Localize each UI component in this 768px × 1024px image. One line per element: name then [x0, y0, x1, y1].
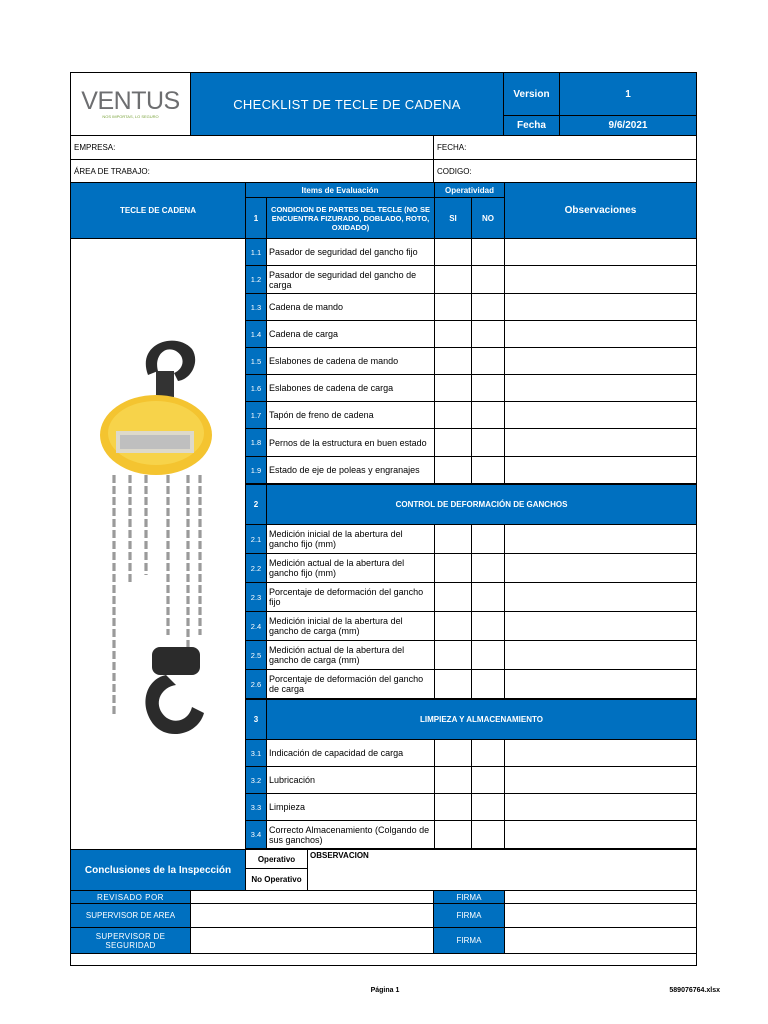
no-checkbox[interactable] — [471, 611, 505, 641]
no-checkbox[interactable] — [471, 238, 505, 266]
logo-tagline: NOS IMPORTAS, LO SEGURO — [102, 114, 159, 119]
item-label: Pasador de seguridad del gancho fijo — [266, 238, 435, 266]
item-number: 1.2 — [245, 265, 267, 294]
si-checkbox[interactable] — [434, 428, 472, 457]
no-checkbox[interactable] — [471, 739, 505, 767]
si-checkbox[interactable] — [434, 456, 472, 484]
item-label: Lubricación — [266, 766, 435, 794]
observaciones-field[interactable] — [504, 456, 697, 484]
item-label: Eslabones de cadena de carga — [266, 374, 435, 402]
item-number: 2.4 — [245, 611, 267, 641]
supervisor-seguridad-field[interactable] — [190, 927, 434, 954]
si-checkbox[interactable] — [434, 820, 472, 849]
version-value: 1 — [559, 72, 697, 116]
fecha-label: Fecha — [503, 115, 560, 136]
no-checkbox[interactable] — [471, 820, 505, 849]
supervisor-seguridad-label: SUPERVISOR DE SEGURIDAD — [70, 927, 191, 954]
item-number: 3.1 — [245, 739, 267, 767]
operativo-option[interactable]: Operativo — [245, 849, 308, 869]
codigo-field[interactable]: CODIGO: — [433, 159, 697, 183]
item-label: Medición inicial de la abertura del gancho fijo (mm) — [266, 524, 435, 554]
no-checkbox[interactable] — [471, 524, 505, 554]
si-checkbox[interactable] — [434, 611, 472, 641]
item-number: 1.7 — [245, 401, 267, 429]
item-label: Porcentaje de deformación del gancho de carga — [266, 669, 435, 699]
revisado-field[interactable] — [190, 890, 434, 904]
no-checkbox[interactable] — [471, 293, 505, 321]
no-header: NO — [471, 197, 505, 239]
item-number: 1.3 — [245, 293, 267, 321]
si-header: SI — [434, 197, 472, 239]
observaciones-field[interactable] — [504, 524, 697, 554]
observaciones-field[interactable] — [504, 553, 697, 583]
observaciones-field[interactable] — [504, 640, 697, 670]
si-checkbox[interactable] — [434, 293, 472, 321]
si-checkbox[interactable] — [434, 265, 472, 294]
observaciones-field[interactable] — [504, 401, 697, 429]
item-number: 1.8 — [245, 428, 267, 457]
section3-title: LIMPIEZA Y ALMACENAMIENTO — [266, 699, 697, 740]
item-number: 2.3 — [245, 582, 267, 612]
supervisor-area-label: SUPERVISOR DE AREA — [70, 903, 191, 928]
observaciones-field[interactable] — [504, 766, 697, 794]
observaciones-field[interactable] — [504, 582, 697, 612]
item-number: 1.6 — [245, 374, 267, 402]
firma-field-3[interactable] — [504, 927, 697, 954]
observaciones-field[interactable] — [504, 428, 697, 457]
observaciones-field[interactable] — [504, 293, 697, 321]
firma-field-1[interactable] — [504, 890, 697, 904]
item-number: 2.5 — [245, 640, 267, 670]
no-checkbox[interactable] — [471, 553, 505, 583]
item-label: Correcto Almacenamiento (Colgando de sus ganchos) — [266, 820, 435, 849]
item-number: 2.2 — [245, 553, 267, 583]
item-label: Eslabones de cadena de mando — [266, 347, 435, 375]
firma-label-3: FIRMA — [433, 927, 505, 954]
observaciones-field[interactable] — [504, 739, 697, 767]
si-checkbox[interactable] — [434, 739, 472, 767]
no-checkbox[interactable] — [471, 669, 505, 699]
items-eval-header: Items de Evaluación — [245, 182, 435, 198]
observaciones-field[interactable] — [504, 669, 697, 699]
item-label: Porcentaje de deformación del gancho fijo — [266, 582, 435, 612]
fecha-value: 9/6/2021 — [559, 115, 697, 136]
item-number: 3.3 — [245, 793, 267, 821]
si-checkbox[interactable] — [434, 320, 472, 348]
operatividad-header: Operatividad — [434, 182, 505, 198]
item-label: Cadena de carga — [266, 320, 435, 348]
area-field[interactable]: ÁREA DE TRABAJO: — [70, 159, 434, 183]
no-checkbox[interactable] — [471, 428, 505, 457]
firma-label-1: FIRMA — [433, 890, 505, 904]
no-checkbox[interactable] — [471, 582, 505, 612]
observaciones-field[interactable] — [504, 374, 697, 402]
section1-title: CONDICION DE PARTES DEL TECLE (NO SE ENCUENTRA FIZURADO, DOBLADO, ROTO, OXIDADO) — [266, 197, 435, 239]
si-checkbox[interactable] — [434, 238, 472, 266]
item-label: Medición actual de la abertura del gancho fijo (mm) — [266, 553, 435, 583]
si-checkbox[interactable] — [434, 766, 472, 794]
si-checkbox[interactable] — [434, 524, 472, 554]
observaciones-field[interactable] — [504, 265, 697, 294]
section2-number: 2 — [245, 484, 267, 525]
item-number: 1.4 — [245, 320, 267, 348]
item-label: Estado de eje de poleas y engranajes — [266, 456, 435, 484]
si-checkbox[interactable] — [434, 401, 472, 429]
no-operativo-option[interactable]: No Operativo — [245, 868, 308, 891]
si-checkbox[interactable] — [434, 553, 472, 583]
item-label: Medición actual de la abertura del gancho de carga (mm) — [266, 640, 435, 670]
observaciones-field[interactable] — [504, 611, 697, 641]
observaciones-field[interactable] — [504, 238, 697, 266]
logo-cell — [70, 72, 191, 136]
no-checkbox[interactable] — [471, 766, 505, 794]
observaciones-field[interactable] — [504, 320, 697, 348]
no-checkbox[interactable] — [471, 401, 505, 429]
page-title: CHECKLIST DE TECLE DE CADENA — [190, 72, 504, 136]
item-label: Medición inicial de la abertura del gancho de carga (mm) — [266, 611, 435, 641]
no-checkbox[interactable] — [471, 347, 505, 375]
item-label: Pasador de seguridad del gancho de carga — [266, 265, 435, 294]
item-label: Limpieza — [266, 793, 435, 821]
observaciones-field[interactable] — [504, 347, 697, 375]
section1-number: 1 — [245, 197, 267, 239]
no-checkbox[interactable] — [471, 374, 505, 402]
item-number: 3.2 — [245, 766, 267, 794]
chain-hoist-image — [96, 335, 214, 745]
observacion-field[interactable]: OBSERVACION — [307, 849, 697, 891]
no-checkbox[interactable] — [471, 793, 505, 821]
conclusions-title: Conclusiones de la Inspección — [70, 849, 246, 891]
si-checkbox[interactable] — [434, 669, 472, 699]
page-number: Página 1 — [370, 987, 400, 994]
no-checkbox[interactable] — [471, 265, 505, 294]
fecha-field[interactable]: FECHA: — [433, 135, 697, 160]
si-checkbox[interactable] — [434, 640, 472, 670]
item-label: Pernos de la estructura en buen estado — [266, 428, 435, 457]
observaciones-field[interactable] — [504, 793, 697, 821]
firma-label-2: FIRMA — [433, 903, 505, 928]
item-label: Indicación de capacidad de carga — [266, 739, 435, 767]
version-label: Version — [503, 72, 560, 116]
si-checkbox[interactable] — [434, 374, 472, 402]
company-logo: VENTUS — [81, 87, 180, 115]
item-number: 1.1 — [245, 238, 267, 266]
si-checkbox[interactable] — [434, 793, 472, 821]
tecle-header: TECLE DE CADENA — [70, 182, 246, 239]
no-checkbox[interactable] — [471, 640, 505, 670]
revisado-label: REVISADO POR — [70, 890, 191, 904]
item-label: Cadena de mando — [266, 293, 435, 321]
item-number: 2.6 — [245, 669, 267, 699]
empresa-field[interactable]: EMPRESA: — [70, 135, 434, 160]
item-label: Tapón de freno de cadena — [266, 401, 435, 429]
section2-title: CONTROL DE DEFORMACIÓN DE GANCHOS — [266, 484, 697, 525]
section3-number: 3 — [245, 699, 267, 740]
item-number: 1.5 — [245, 347, 267, 375]
file-name: 589076764.xlsx — [669, 987, 720, 994]
si-checkbox[interactable] — [434, 347, 472, 375]
observaciones-header: Observaciones — [504, 182, 697, 239]
firma-field-2[interactable] — [504, 903, 697, 928]
si-checkbox[interactable] — [434, 582, 472, 612]
item-number: 3.4 — [245, 820, 267, 849]
observaciones-field[interactable] — [504, 820, 697, 849]
no-checkbox[interactable] — [471, 320, 505, 348]
item-number: 2.1 — [245, 524, 267, 554]
supervisor-area-field[interactable] — [190, 903, 434, 928]
no-checkbox[interactable] — [471, 456, 505, 484]
item-number: 1.9 — [245, 456, 267, 484]
